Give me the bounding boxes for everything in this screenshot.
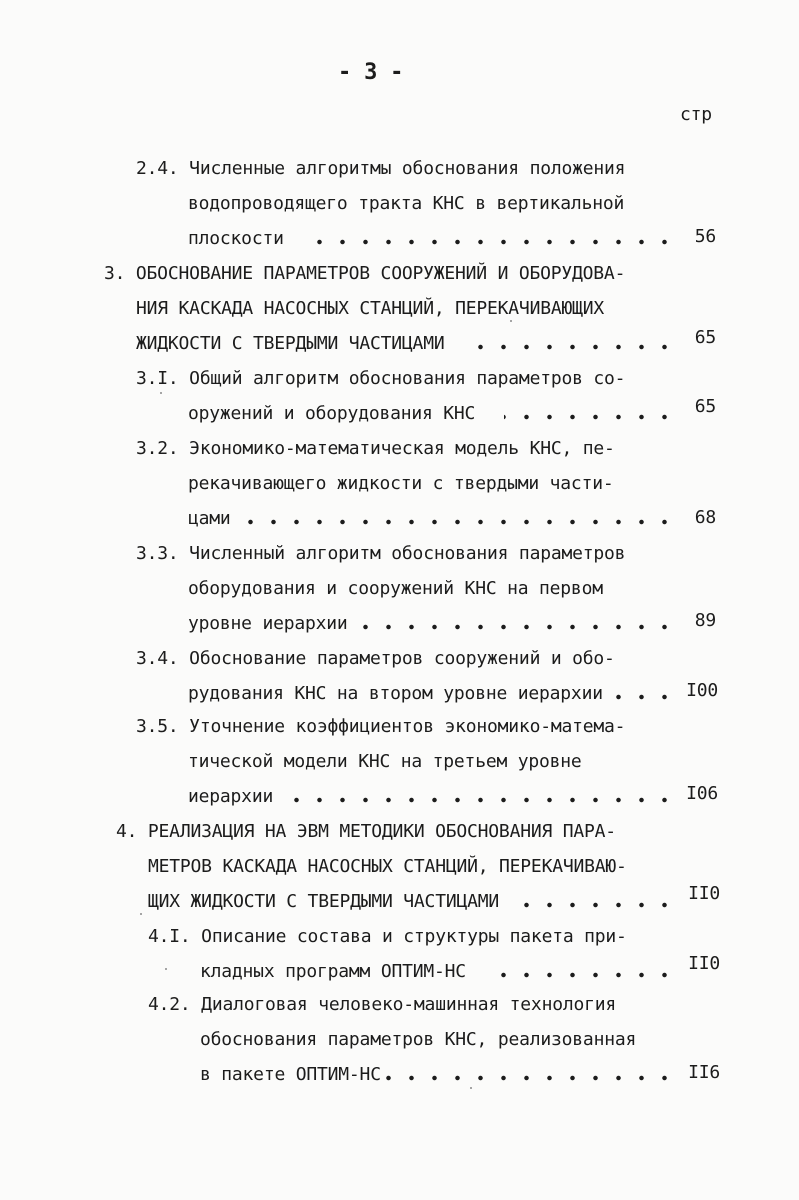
toc-line: водопроводящего тракта КНС в вертикальной bbox=[188, 193, 625, 214]
dot-leader bbox=[504, 406, 676, 428]
toc-page-number: II6 bbox=[688, 1062, 720, 1083]
toc-line: рудования КНС на втором уровне иерархии bbox=[188, 683, 603, 704]
toc-line: 3.4. Обоснование параметров сооружений и обо- bbox=[136, 648, 615, 669]
toc-line: 4.I. Описание состава и структуры пакета при- bbox=[148, 926, 627, 947]
dot-leader bbox=[486, 964, 676, 986]
toc-page-number: 89 bbox=[694, 610, 716, 631]
toc-line: рекачивающего жидкости с твердыми части- bbox=[188, 473, 614, 494]
page-column-header: стр bbox=[680, 104, 712, 125]
toc-line: цами bbox=[188, 508, 231, 529]
toc-page-number: I00 bbox=[686, 680, 718, 701]
toc-line: 3.5. Уточнение коэффициентов экономико-матема- bbox=[136, 716, 626, 737]
toc-page-number: II0 bbox=[688, 883, 720, 904]
toc-line: ЖИДКОСТИ С ТВЕРДЫМИ ЧАСТИЦАМИ bbox=[136, 333, 445, 354]
toc-line: 3.3. Численный алгоритм обоснования параметров bbox=[136, 543, 626, 564]
toc-line: МЕТРОВ КАСКАДА НАСОСНЫХ СТАНЦИЙ, ПЕРЕКАЧИВАЮ- bbox=[148, 856, 627, 877]
toc-page-number: 65 bbox=[694, 396, 716, 417]
toc-line: оружений и оборудования КНС bbox=[188, 403, 476, 424]
toc-line: 3. ОБОСНОВАНИЕ ПАРАМЕТРОВ СООРУЖЕНИЙ И ОБОРУДОВА- bbox=[104, 263, 626, 284]
toc-page-number: 68 bbox=[694, 507, 716, 528]
toc-line: иерархии bbox=[188, 786, 274, 807]
dot-leader bbox=[384, 1067, 676, 1089]
toc-line: в пакете ОПТИМ-НС bbox=[200, 1064, 381, 1085]
scan-speck bbox=[140, 913, 142, 915]
dot-leader bbox=[300, 231, 676, 253]
dot-leader bbox=[462, 336, 676, 358]
toc-line: 4. РЕАЛИЗАЦИЯ НА ЭВМ МЕТОДИКИ ОБОСНОВАНИЯ ПАРА- bbox=[116, 821, 616, 842]
toc-line: ЩИХ ЖИДКОСТИ С ТВЕРДЫМИ ЧАСТИЦАМИ bbox=[148, 891, 500, 912]
scan-speck bbox=[160, 392, 162, 394]
toc-line: 3.I. Общий алгоритм обоснования параметров со- bbox=[136, 368, 626, 389]
scan-speck bbox=[470, 1087, 472, 1089]
scan-speck bbox=[510, 320, 512, 322]
toc-page-number: 65 bbox=[694, 327, 716, 348]
toc-page-number: 56 bbox=[694, 226, 716, 247]
dot-leader bbox=[360, 616, 676, 638]
toc-line: оборудования и сооружений КНС на первом bbox=[188, 578, 603, 599]
toc-line: 2.4. Численные алгоритмы обоснования положения bbox=[136, 158, 626, 179]
toc-line: плоскости bbox=[188, 228, 284, 249]
toc-line: уровне иерархии bbox=[188, 613, 348, 634]
dot-leader bbox=[248, 511, 676, 533]
toc-line: обоснования параметров КНС, реализованная bbox=[200, 1029, 637, 1050]
toc-line: 3.2. Экономико-математическая модель КНС, пе- bbox=[136, 438, 615, 459]
toc-line: тической модели КНС на третьем уровне bbox=[188, 751, 582, 772]
page-number: - 3 - bbox=[338, 60, 404, 85]
dot-leader bbox=[278, 789, 676, 811]
toc-page-number: I06 bbox=[686, 783, 718, 804]
toc-line: кладных программ ОПТИМ-НС bbox=[200, 961, 466, 982]
toc-page-number: II0 bbox=[688, 953, 720, 974]
scan-speck bbox=[165, 968, 167, 970]
dot-leader bbox=[510, 894, 676, 916]
toc-line: 4.2. Диалоговая человеко-машинная технология bbox=[148, 994, 617, 1015]
toc-line: НИЯ КАСКАДА НАСОСНЫХ СТАНЦИЙ, ПЕРЕКАЧИВАЮЩИХ bbox=[136, 298, 605, 319]
